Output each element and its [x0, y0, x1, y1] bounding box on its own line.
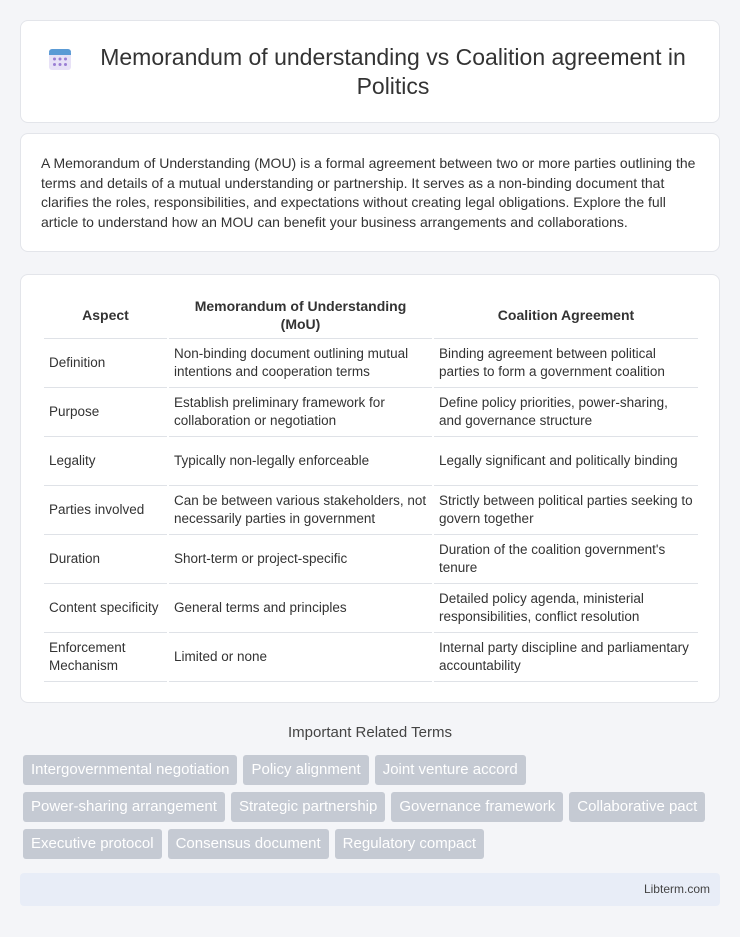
cell-aspect: Enforcement Mechanism: [44, 633, 167, 682]
related-term-tag[interactable]: Regulatory compact: [335, 829, 484, 859]
footer-site-link[interactable]: Libterm.com: [643, 882, 710, 896]
related-term-tag[interactable]: Strategic partnership: [231, 792, 385, 822]
table-header-row: [44, 291, 698, 339]
cell-coalition: Legally significant and politically binding: [434, 437, 698, 486]
header-mou: Memorandum of Understanding (MoU): [169, 291, 432, 339]
related-term-tag[interactable]: Joint venture accord: [375, 755, 526, 785]
page-title: Memorandum of understanding vs Coalition agreement in Politics: [100, 43, 686, 99]
table-row: [44, 535, 698, 584]
related-term-tag[interactable]: Power-sharing arrangement: [23, 792, 225, 822]
table-row: [44, 437, 698, 486]
table-row: [44, 339, 698, 388]
cell-coalition: Define policy priorities, power-sharing, and governance structure: [434, 388, 698, 437]
cell-mou: General terms and principles: [169, 584, 432, 633]
cell-coalition: Detailed policy agenda, ministerial responsibilities, conflict resolution: [434, 584, 698, 633]
cell-coalition: Strictly between political parties seeking to govern together: [434, 486, 698, 535]
calendar-grid-icon: [47, 46, 73, 72]
related-term-tag[interactable]: Intergovernmental negotiation: [23, 755, 237, 785]
related-terms-list: [23, 755, 713, 859]
cell-aspect: Parties involved: [44, 486, 167, 535]
cell-mou: Typically non-legally enforceable: [169, 437, 432, 486]
intro-card: [20, 133, 720, 252]
table-row: [44, 486, 698, 535]
cell-aspect: Legality: [44, 437, 167, 486]
cell-coalition: Duration of the coalition government's tenure: [434, 535, 698, 584]
related-term-tag[interactable]: Executive protocol: [23, 829, 162, 859]
related-term-tag[interactable]: Consensus document: [168, 829, 329, 859]
comparison-table-card: [20, 274, 720, 703]
cell-aspect: Duration: [44, 535, 167, 584]
cell-aspect: Definition: [44, 339, 167, 388]
cell-aspect: Purpose: [44, 388, 167, 437]
cell-coalition: Binding agreement between political parties to form a government coalition: [434, 339, 698, 388]
cell-mou: Can be between various stakeholders, not necessarily parties in government: [169, 486, 432, 535]
cell-mou: Limited or none: [169, 633, 432, 682]
table-row: [44, 388, 698, 437]
header-card: [20, 20, 720, 123]
cell-aspect: Content specificity: [44, 584, 167, 633]
related-terms-title: Important Related Terms: [288, 724, 452, 741]
related-term-tag[interactable]: Governance framework: [391, 792, 563, 822]
cell-coalition: Internal party discipline and parliamentary accountability: [434, 633, 698, 682]
header-coalition: Coalition Agreement: [434, 291, 698, 339]
table-row: [44, 584, 698, 633]
related-term-tag[interactable]: Policy alignment: [243, 755, 368, 785]
intro-text: A Memorandum of Understanding (MOU) is a formal agreement between two or more parties outlining the terms and details of a mutual understanding or partnership. It serves as a non-binding document that clarifies the roles, responsibilities, and expectations without creating legal obligations. Explore the full article to understand how an MOU can benefit your business arrangements and collaborations.: [41, 155, 696, 230]
related-term-tag[interactable]: Collaborative pact: [569, 792, 705, 822]
table-row: [44, 633, 698, 682]
cell-mou: Short-term or project-specific: [169, 535, 432, 584]
header-aspect: Aspect: [44, 291, 167, 339]
cell-mou: Establish preliminary framework for collaboration or negotiation: [169, 388, 432, 437]
comparison-table: [42, 291, 700, 682]
footer: [20, 873, 720, 906]
cell-mou: Non-binding document outlining mutual intentions and cooperation terms: [169, 339, 432, 388]
